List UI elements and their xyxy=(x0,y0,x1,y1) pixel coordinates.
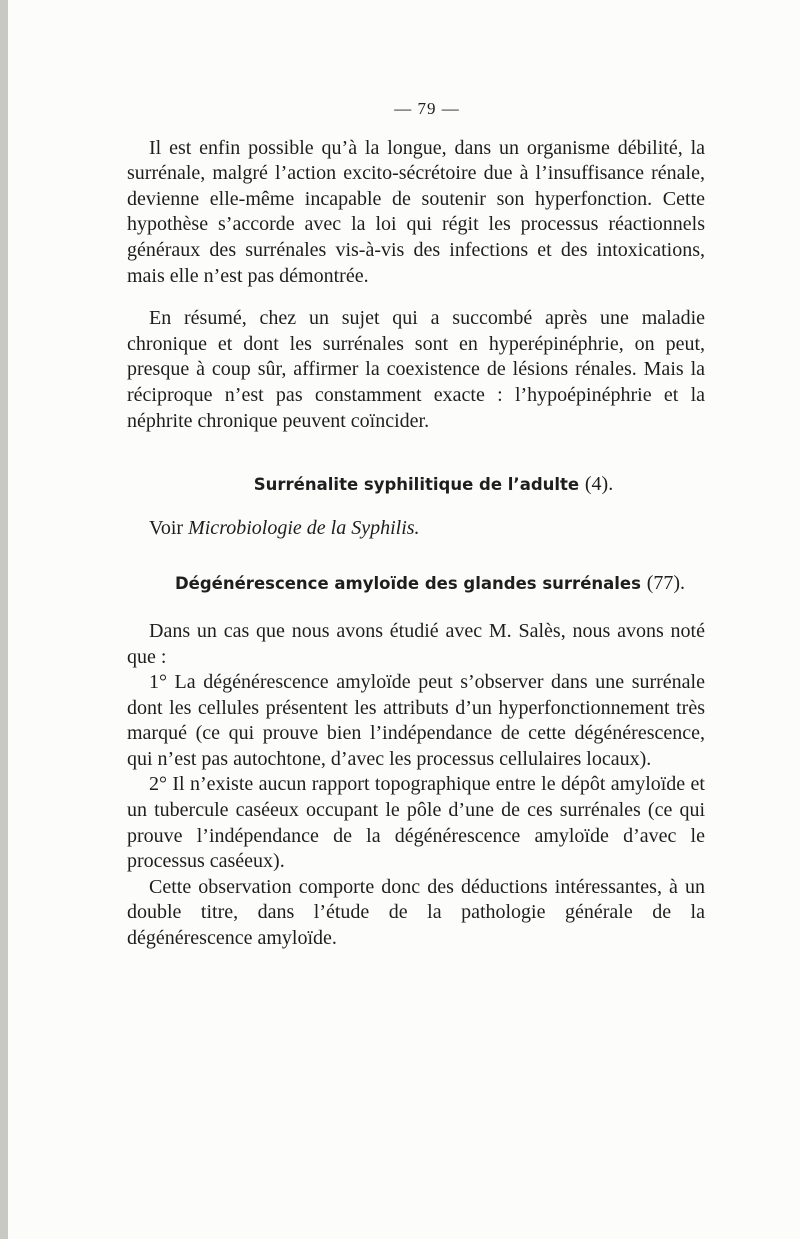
see-reference-prefix: Voir xyxy=(149,516,189,539)
see-reference-title: Microbiologie de la Syphilis. xyxy=(188,516,420,539)
paragraph-intro: Dans un cas que nous avons étudié avec M. Salès, nous avons noté que : xyxy=(127,619,705,668)
section-heading-syphilitic xyxy=(127,472,705,498)
paragraph-hypothesis: Il est enfin possible qu’à la longue, dans un organisme débilité, la surrénale, malgré l’action excito-sécrétoire due à l’insuffisance rénale, devienne elle-même incapable de soutenir son hyperfonction. Cette hypothèse s’accorde avec la loi qui régit les processus réactionnels généraux des surrénales vis-à-vis des infections et des intoxications, mais elle n’est pas démontrée. xyxy=(127,136,705,287)
paragraph-conclusion: Cette observation comporte donc des déductions intéressantes, à un double titre, dans l’étude de la pathologie générale de la dégénérescence amyloïde. xyxy=(127,875,705,950)
section-title-amyloid: Dégénérescence amyloïde des glandes surrénales xyxy=(174,574,641,594)
see-reference xyxy=(127,516,705,542)
section-title-syphilitic: Surrénalite syphilitique de l’adulte xyxy=(253,475,580,495)
page-number: — 79 — xyxy=(394,99,460,118)
paragraph-point-1: 1° La dégénérescence amyloïde peut s’observer dans une surrénale dont les cellules présentent les attributs d’un hyperfonctionnement très marqué (ce qui prouve bien l’indépendance de cette dégénérescence, qui n’est pas autochtone, d’avec les processus cellulaires locaux). xyxy=(127,671,705,770)
page-content xyxy=(127,96,705,952)
section-heading-amyloid xyxy=(127,571,705,597)
paragraph-point-2: 2° Il n’existe aucun rapport topographique entre le dépôt amyloïde et un tubercule caséeux occupant le pôle d’une de ces surrénales (ce qui prouve l’indépendance de la dégénérescence amyloïde d’avec le processus caséeux). xyxy=(127,773,705,873)
section-ref-amyloid: (77). xyxy=(646,572,686,595)
section-ref-syphilitic: (4). xyxy=(584,473,614,496)
paragraph-resume: En résumé, chez un sujet qui a succombé après une maladie chronique et dont les surrénales sont en hyperépinéphrie, on peut, presque à coup sûr, affirmer la coexistence de lésions rénales. Mais la réciproque n’est pas constamment exacte : l’hypoépinéphrie et la néphrite chronique peuvent coïncider. xyxy=(127,307,705,432)
